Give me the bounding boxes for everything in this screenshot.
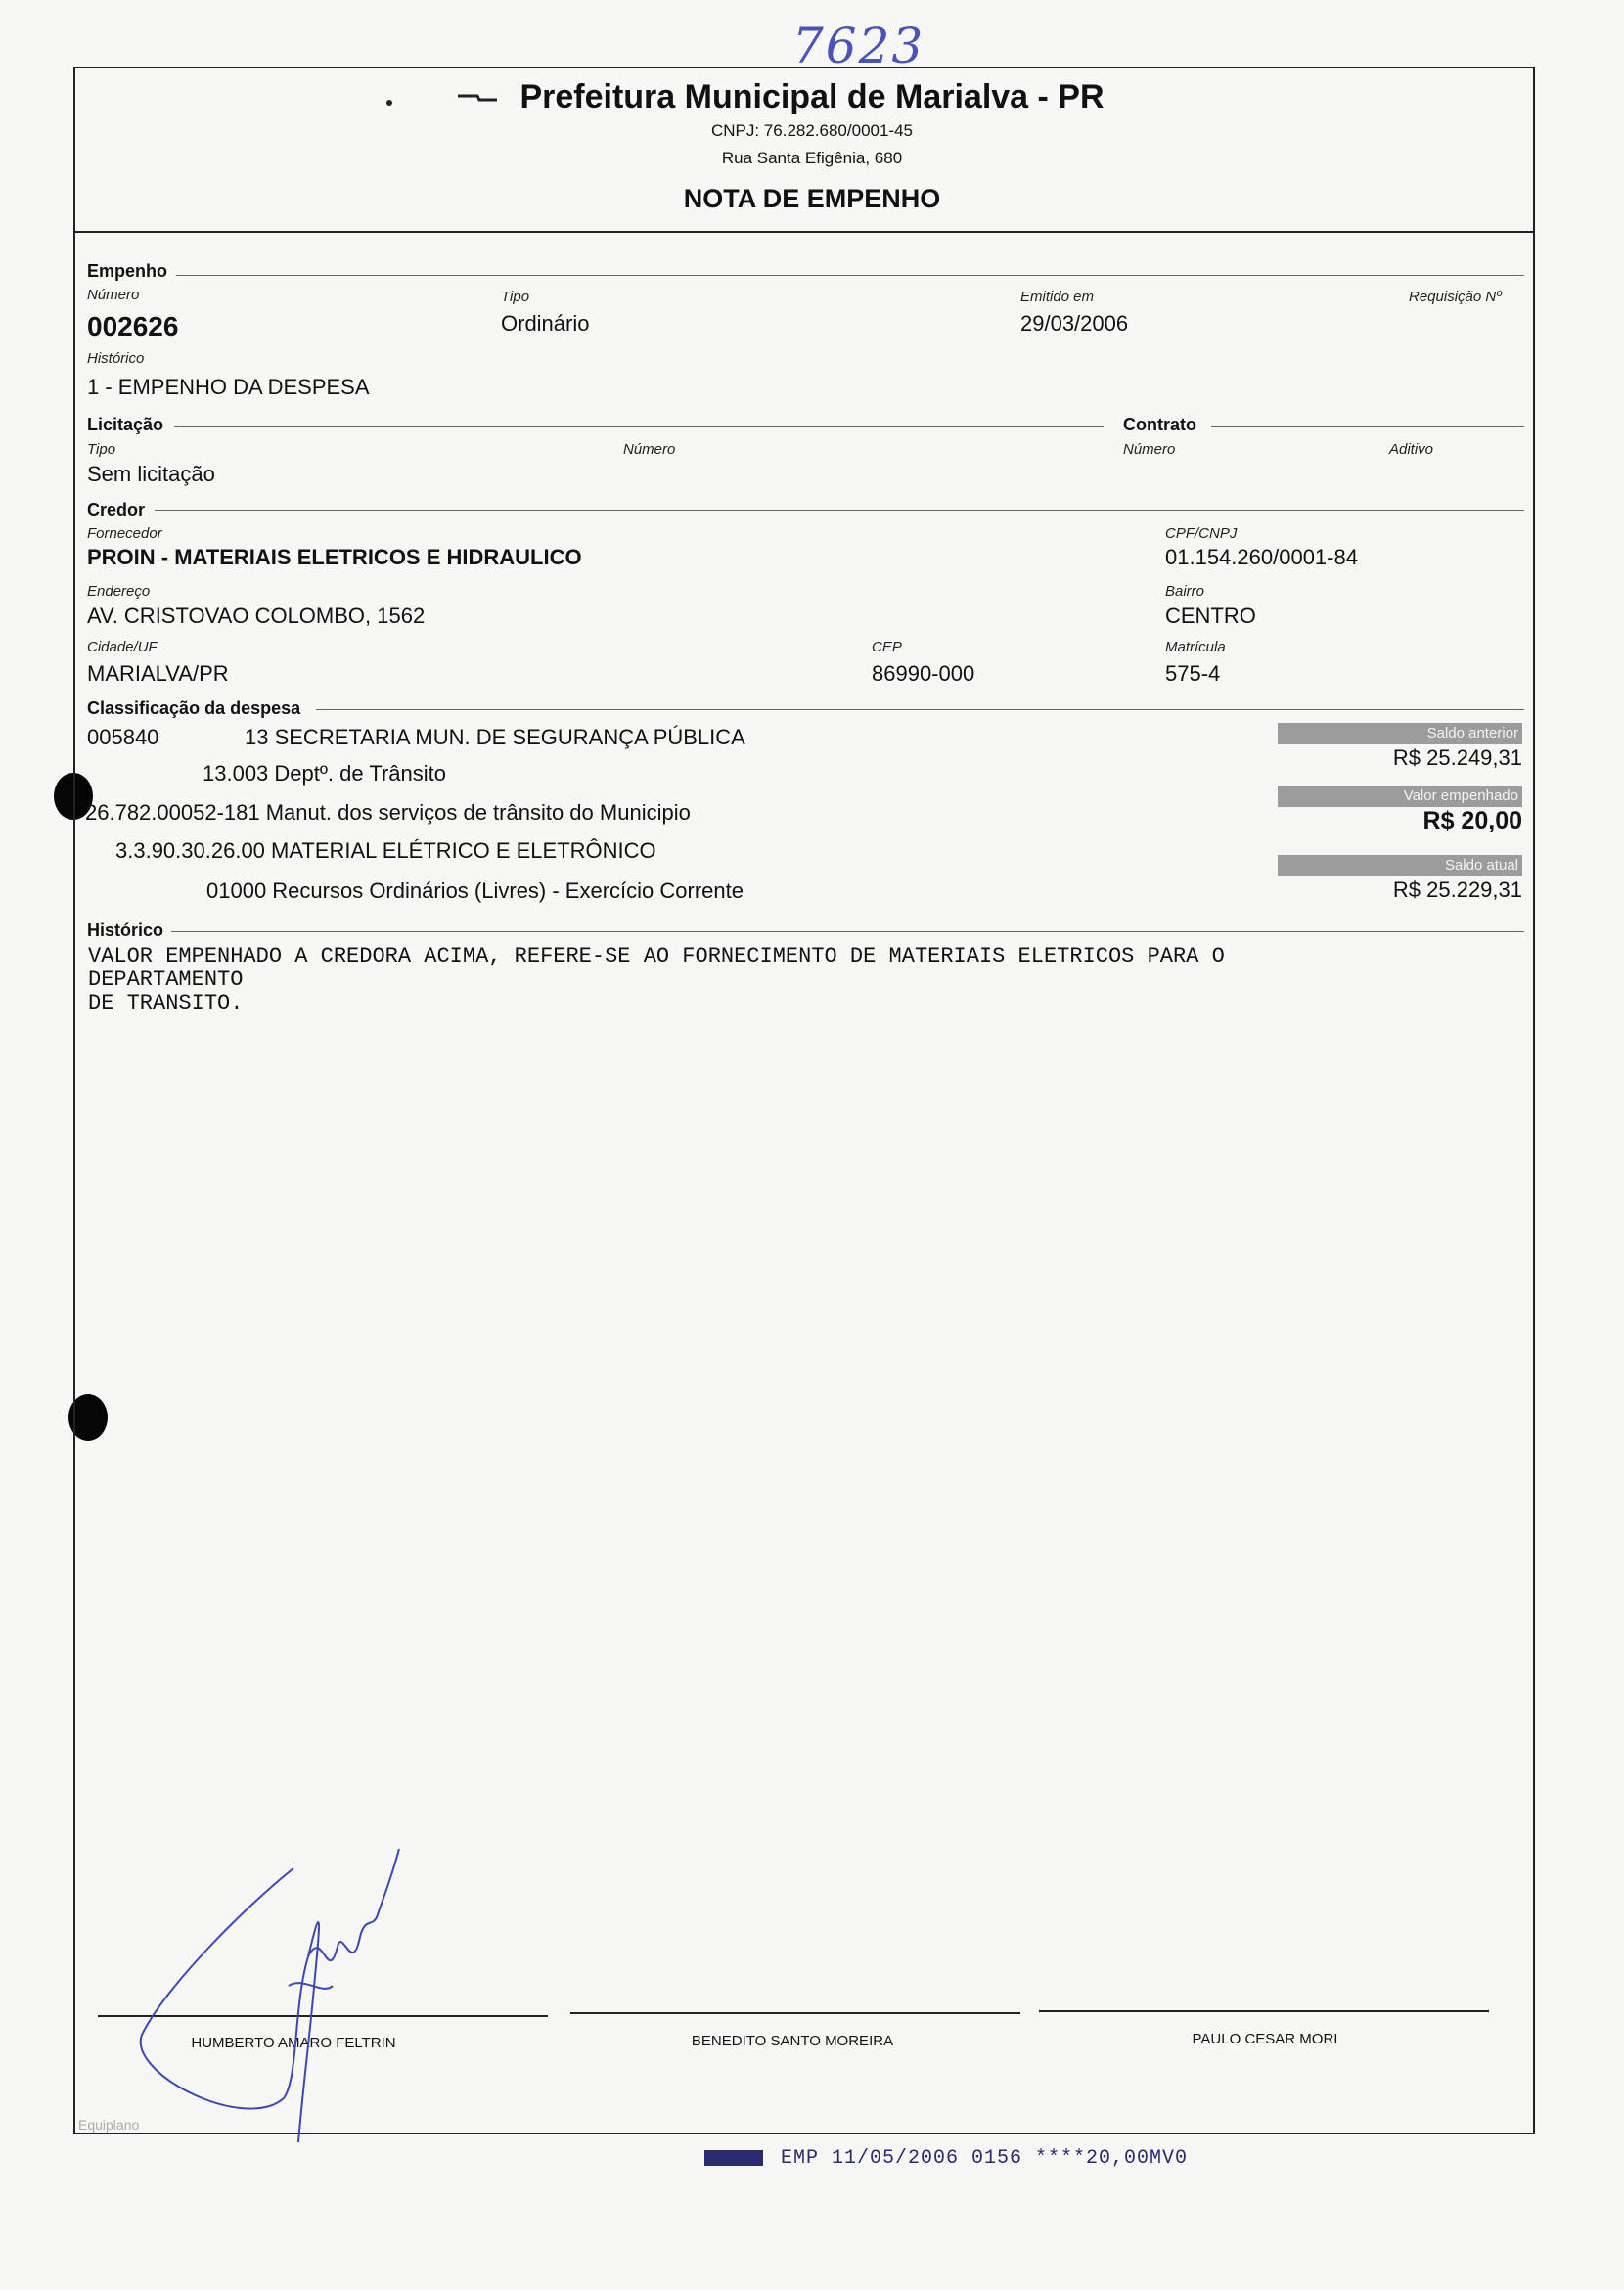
classificacao-orgao: 13 SECRETARIA MUN. DE SEGURANÇA PÚBLICA xyxy=(245,725,745,749)
classificacao-codigo: 005840 xyxy=(87,725,159,749)
valor-empenhado-value: R$ 20,00 xyxy=(1422,807,1522,834)
section-credor: Credor xyxy=(87,500,146,519)
stamp-mark xyxy=(704,2150,763,2166)
label-cidade: Cidade/UF xyxy=(87,639,158,655)
empenho-emitido: 29/03/2006 xyxy=(1020,311,1129,336)
credor-endereco: AV. CRISTOVAO COLOMBO, 1562 xyxy=(87,604,426,628)
label-numero: Número xyxy=(87,287,140,303)
label-historico-empenho: Histórico xyxy=(87,350,145,367)
label-endereco: Endereço xyxy=(87,583,151,600)
label-matricula: Matrícula xyxy=(1165,639,1226,655)
section-licitacao: Licitação xyxy=(87,415,164,434)
empenho-numero: 002626 xyxy=(87,311,179,341)
empenho-tipo: Ordinário xyxy=(501,311,590,336)
section-rule xyxy=(155,510,1524,511)
classificacao-recurso: 01000 Recursos Ordinários (Livres) - Exercício Corrente xyxy=(206,878,744,903)
handwritten-number: 7623 xyxy=(792,18,925,74)
validation-stamp xyxy=(704,2147,1188,2170)
signature-name-1: HUMBERTO AMARO FELTRIN xyxy=(191,2035,396,2051)
header-divider xyxy=(73,231,1535,233)
section-historico: Histórico xyxy=(87,920,164,940)
org-address: Rua Santa Efigênia, 680 xyxy=(721,149,903,167)
historico-text: VALOR EMPENHADO A CREDORA ACIMA, REFERE-SE AO FORNECIMENTO DE MATERIAIS ELETRICOS PARA O DEPARTAMENTO DE TRANSITO. xyxy=(88,944,1225,1015)
label-cpf: CPF/CNPJ xyxy=(1165,525,1238,542)
section-rule xyxy=(171,931,1524,932)
credor-cep: 86990-000 xyxy=(872,661,975,686)
section-classificacao: Classificação da despesa xyxy=(87,698,301,718)
label-emitido: Emitido em xyxy=(1020,289,1095,305)
credor-cpf: 01.154.260/0001-84 xyxy=(1165,545,1358,569)
signature-name-3: PAULO CESAR MORI xyxy=(1192,2031,1338,2047)
empenho-historico: 1 - EMPENHO DA DESPESA xyxy=(87,375,370,399)
section-contrato: Contrato xyxy=(1123,415,1196,434)
classificacao-elemento: 3.3.90.30.26.00 MATERIAL ELÉTRICO E ELETRÔNICO xyxy=(115,838,656,863)
label-licitacao-numero: Número xyxy=(623,441,676,458)
stamp-text: EMP 11/05/2006 0156 ****20,00MV0 xyxy=(781,2147,1189,2170)
section-rule xyxy=(176,275,1524,276)
valor-empenhado-label: Valor empenhado xyxy=(1278,786,1522,807)
label-bairro: Bairro xyxy=(1165,583,1205,600)
label-licitacao-tipo: Tipo xyxy=(87,441,116,458)
classificacao-funcional: 26.782.00052-181 Manut. dos serviços de trânsito do Municipio xyxy=(85,800,691,825)
classificacao-unidade: 13.003 Deptº. de Trânsito xyxy=(203,761,446,786)
credor-fornecedor: PROIN - MATERIAIS ELETRICOS E HIDRAULICO xyxy=(87,545,582,569)
label-contrato-aditivo: Aditivo xyxy=(1389,441,1434,458)
section-rule xyxy=(316,709,1524,710)
credor-cidade: MARIALVA/PR xyxy=(87,661,229,686)
saldo-atual-value: R$ 25.229,31 xyxy=(1392,877,1522,902)
label-tipo: Tipo xyxy=(501,289,530,305)
section-rule xyxy=(1211,426,1524,427)
credor-matricula: 575-4 xyxy=(1165,661,1221,686)
signature-line xyxy=(1039,2010,1489,2012)
saldo-atual-label: Saldo atual xyxy=(1278,855,1522,876)
footer-brand: Equiplano xyxy=(78,2117,140,2133)
saldo-anterior-label: Saldo anterior xyxy=(1278,723,1522,744)
document-title: NOTA DE EMPENHO xyxy=(683,184,941,213)
label-contrato-numero: Número xyxy=(1123,441,1176,458)
label-cep: CEP xyxy=(872,639,902,655)
label-fornecedor: Fornecedor xyxy=(87,525,162,542)
saldo-anterior-value: R$ 25.249,31 xyxy=(1392,745,1522,770)
handwritten-signature xyxy=(127,1839,421,2152)
org-cnpj: CNPJ: 76.282.680/0001-45 xyxy=(710,121,914,140)
section-empenho: Empenho xyxy=(87,261,168,281)
section-rule xyxy=(174,426,1104,427)
credor-bairro: CENTRO xyxy=(1165,604,1256,628)
licitacao-tipo: Sem licitação xyxy=(87,462,215,486)
signature-line xyxy=(570,2012,1020,2014)
signature-name-2: BENEDITO SANTO MOREIRA xyxy=(691,2033,894,2049)
label-requisicao: Requisição Nº xyxy=(1409,289,1502,305)
org-name: Prefeitura Municipal de Marialva - PR xyxy=(519,78,1105,115)
